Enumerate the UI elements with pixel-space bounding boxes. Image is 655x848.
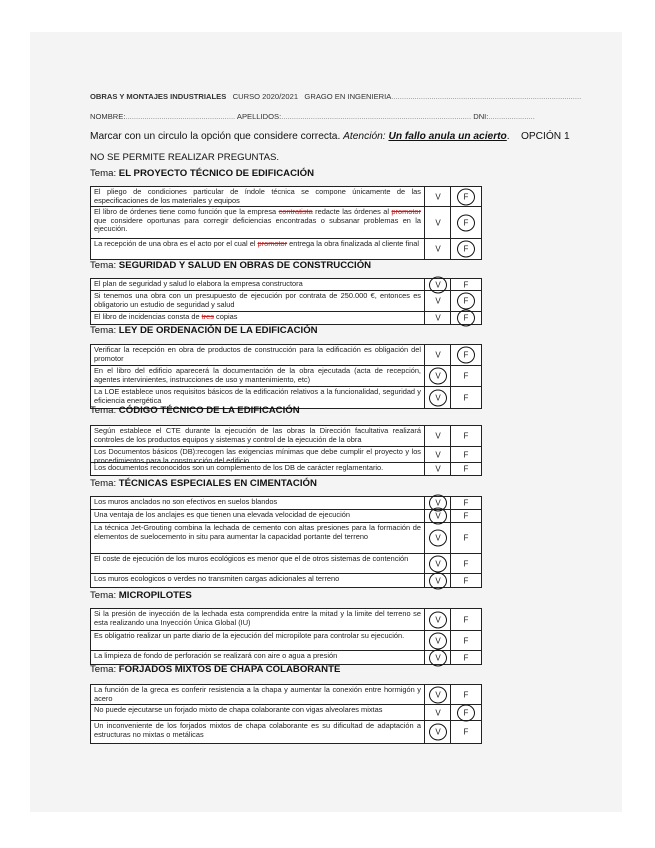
question-text-part: En el libro del edificio aparecerá la documentación de la obra ejecutada (acta de recepción, agentes intervinientes, instrucciones de uso y mantenimiento, etc) — [94, 367, 421, 384]
question-text — [94, 208, 421, 234]
section-title — [90, 405, 300, 416]
answer-circle-mark — [429, 555, 447, 572]
struck-word: promotor — [257, 240, 288, 248]
answer-circle-mark — [457, 241, 475, 258]
answer-circle-mark — [457, 704, 475, 721]
option-f-cell[interactable] — [450, 447, 481, 462]
section-title — [90, 168, 314, 179]
question-table — [90, 684, 482, 744]
option-f-label: F — [463, 393, 469, 402]
degree-name: GRAGO EN INGENIERIA — [304, 92, 392, 101]
question-row — [91, 207, 481, 239]
option-f-label: F — [463, 296, 469, 306]
question-text-part: Una ventaja de los anclajes es que tienen una elevada velocidad de ejecución — [94, 511, 350, 519]
option-v-cell[interactable] — [424, 523, 451, 553]
option-f-cell[interactable] — [450, 463, 481, 475]
option-v-label: V — [435, 511, 441, 521]
dni-label: DNI: — [473, 112, 489, 121]
question-row — [91, 721, 481, 743]
option-f-label: F — [463, 280, 469, 289]
question-text-part: Un inconveniente de los forjados mixtos de chapa colaborante es su dificultad de adaptación a estructuras no mixtas o metálicas — [94, 722, 421, 739]
option-f-cell[interactable] — [450, 705, 481, 720]
course-year: CURSO 2020/2021 — [232, 92, 299, 101]
tema-prefix: Tema: — [90, 478, 119, 489]
option-f-cell[interactable] — [450, 291, 481, 311]
question-table — [90, 344, 482, 409]
tema-prefix: Tema: — [90, 590, 119, 601]
option-f-cell[interactable] — [450, 554, 481, 573]
question-text-part: que considere oportunas para corregir deficiencias encontradas o subsanar problemas en la ejecución. — [94, 215, 421, 234]
question-text — [94, 722, 421, 739]
question-text — [94, 388, 421, 405]
instruction-warning: Un fallo anula un acierto — [388, 131, 507, 142]
question-row — [91, 497, 481, 510]
question-text-part: copias — [213, 313, 238, 321]
option-f-label: F — [463, 615, 469, 624]
option-f-label: F — [463, 653, 469, 662]
option-f-cell[interactable] — [450, 279, 481, 290]
option-v-cell[interactable] — [424, 207, 451, 238]
question-text-part: El plan de seguridad y salud lo elabora la empresa constructora — [94, 280, 303, 288]
option-v-label: V — [435, 393, 441, 402]
section-title-text: SEGURIDAD Y SALUD EN OBRAS DE CONSTRUCCIÓN — [118, 260, 372, 271]
question-row — [91, 554, 481, 574]
section-title-text: TÉCNICAS ESPECIALES EN CIMENTACIÓN — [118, 478, 317, 489]
option-v-label: V — [435, 576, 441, 585]
tema-prefix: Tema: — [90, 405, 119, 416]
option-v-cell[interactable] — [424, 366, 451, 386]
question-text — [94, 292, 421, 309]
option-v-label: V — [435, 218, 441, 227]
question-text — [94, 498, 421, 507]
option-f-label: F — [463, 727, 469, 737]
answer-circle-mark — [457, 293, 475, 310]
answer-circle-mark — [457, 188, 475, 205]
option-v-cell[interactable] — [424, 463, 451, 475]
answer-circle-mark — [429, 530, 447, 547]
question-text-part: Según establece el CTE durante la ejecución de las obras la Dirección facultativa realizará controles de los productos equipos y sistemas y control de la ejecución de la obra — [94, 427, 421, 444]
option-v-cell[interactable] — [424, 721, 451, 743]
option-v-cell[interactable] — [424, 187, 451, 206]
option-f-cell[interactable] — [450, 345, 481, 365]
answer-circle-mark — [457, 347, 475, 364]
question-row — [91, 510, 481, 523]
answer-circle-mark — [429, 649, 447, 666]
header-line-2: NOMBRE:.................................................... APELLIDOS:.......................................................................................... DNI:...................... — [90, 112, 535, 121]
question-text — [94, 280, 421, 289]
question-text — [94, 610, 421, 627]
option-f-label: F — [463, 431, 469, 441]
option-f-cell[interactable] — [450, 366, 481, 386]
option-f-cell[interactable] — [450, 312, 481, 324]
question-text-part: La LOE establece unos requisitos básicos de la edificación relativos a la funcionalidad, seguridad y eficiencia energética — [94, 388, 421, 405]
option-f-label: F — [463, 350, 469, 360]
question-text-part: Es obligatrio realizar un parte diario de la ejecución del micropilote para controlar su ejecución. — [94, 632, 405, 640]
option-v-label: V — [435, 371, 441, 381]
struck-word: contratista — [278, 208, 313, 216]
option-v-cell[interactable] — [424, 705, 451, 720]
option-v-cell[interactable] — [424, 554, 451, 573]
question-row — [91, 279, 481, 291]
question-text — [94, 555, 421, 564]
question-text-part: Los Documentos básicos (DB):recogen las exigencias mínimas que debe cumplir el proyecto y los procedimientos para la construcción del edificio — [94, 448, 421, 465]
question-text — [94, 427, 421, 444]
option-f-cell[interactable] — [450, 609, 481, 630]
exam-option: OPCIÓN 1 — [520, 131, 570, 142]
option-f-label: F — [463, 192, 469, 201]
question-row — [91, 609, 481, 631]
tema-prefix: Tema: — [90, 260, 119, 271]
option-v-label: V — [435, 708, 441, 717]
option-v-cell[interactable] — [424, 426, 451, 446]
option-f-cell[interactable] — [450, 207, 481, 238]
tema-prefix: Tema: — [90, 168, 119, 179]
option-f-label: F — [463, 559, 469, 568]
option-v-cell[interactable] — [424, 387, 451, 408]
question-text — [94, 524, 421, 541]
option-v-label: V — [435, 690, 441, 699]
option-v-label: V — [435, 464, 441, 474]
question-text-part: Los muros anclados no son efectivos en suelos blandos — [94, 498, 278, 506]
option-f-cell[interactable] — [450, 510, 481, 522]
question-row — [91, 187, 481, 207]
question-text-part: Los documentos reconocidos son un complemento de los DB de carácter reglamentario. — [94, 464, 384, 472]
option-v-label: V — [435, 280, 441, 289]
question-row — [91, 651, 481, 664]
option-f-cell[interactable] — [450, 685, 481, 704]
question-table — [90, 496, 482, 588]
question-text-part: La técnica Jet-Grouting combina la lechada de cemento con altas presiones para la formación de elementos de suelocemento in situ para aumentar la capacidad portante del terreno — [94, 524, 421, 541]
header-line-1: OBRAS Y MONTAJES INDUSTRIALES CURSO 2020/2021 GRAGO EN INGENIERIA.......................................................................................... — [90, 92, 582, 101]
answer-circle-mark — [429, 368, 447, 385]
section-title — [90, 478, 317, 489]
question-row — [91, 685, 481, 705]
question-table — [90, 608, 482, 665]
option-f-cell[interactable] — [450, 651, 481, 664]
question-text — [94, 188, 421, 205]
option-f-label: F — [463, 636, 469, 645]
option-v-cell[interactable] — [424, 574, 451, 587]
section-title — [90, 664, 340, 675]
question-text — [94, 575, 421, 584]
no-questions-notice: NO SE PERMITE REALIZAR PREGUNTAS. — [90, 152, 280, 163]
answer-circle-mark — [429, 389, 447, 406]
answer-circle-mark — [429, 724, 447, 741]
option-v-label: V — [435, 559, 441, 568]
option-v-label: V — [435, 636, 441, 645]
struck-word: tres — [201, 313, 214, 321]
question-text-part: El coste de ejecución de los muros ecológicos es menor que el de otros sistemas de contención — [94, 555, 409, 563]
answer-circle-mark — [429, 572, 447, 589]
question-text-part: Si la presión de inyección de la lechada esta comprendida entre la mitad y la limite del terreno se esta realizando una Inyección Única Global (IU) — [94, 610, 421, 627]
option-v-cell[interactable] — [424, 345, 451, 365]
section-title-text: FORJADOS MIXTOS DE CHAPA COLABORANTE — [118, 664, 341, 675]
option-v-cell[interactable] — [424, 631, 451, 650]
question-row — [91, 463, 481, 475]
option-f-label: F — [463, 218, 469, 227]
option-v-label: V — [435, 727, 441, 737]
option-f-label: F — [463, 244, 469, 254]
answer-circle-mark — [429, 611, 447, 628]
tema-prefix: Tema: — [90, 325, 119, 336]
option-f-label: F — [463, 708, 469, 717]
instructions — [90, 131, 570, 142]
instruction-main: Marcar con un circulo la opción que considere correcta. — [90, 131, 341, 142]
question-text — [94, 632, 421, 641]
question-row — [91, 447, 481, 463]
answer-circle-mark — [429, 508, 447, 525]
option-f-label: F — [463, 450, 469, 459]
section-title-text: CÓDIGO TÉCNICO DE LA EDIFICACIÓN — [118, 405, 300, 416]
question-row — [91, 523, 481, 554]
question-row — [91, 705, 481, 721]
question-table — [90, 425, 482, 476]
option-v-cell[interactable] — [424, 510, 451, 522]
option-f-label: F — [463, 313, 469, 323]
question-text-part: No puede ejecutarse un forjado mixto de chapa colaborante con vigas alveolares mixtas — [94, 706, 383, 714]
option-f-cell[interactable] — [450, 239, 481, 259]
question-text-part: La limpieza de fondo de perforación se realizará con aire o agua a presión — [94, 652, 338, 660]
question-text — [94, 464, 421, 473]
option-v-cell[interactable] — [424, 279, 451, 290]
option-v-label: V — [435, 350, 441, 360]
option-f-cell[interactable] — [450, 574, 481, 587]
question-text-part: redacte las órdenes al — [312, 208, 392, 216]
option-v-label: V — [435, 296, 441, 306]
question-table — [90, 278, 482, 325]
option-v-label: V — [435, 313, 441, 323]
question-row — [91, 291, 481, 312]
option-v-label: V — [435, 450, 441, 459]
question-table — [90, 186, 482, 260]
option-f-label: F — [463, 533, 469, 543]
option-v-label: V — [435, 653, 441, 662]
option-v-cell[interactable] — [424, 447, 451, 462]
section-title-text: EL PROYECTO TÉCNICO DE EDIFICACIÓN — [118, 168, 315, 179]
question-text — [94, 346, 421, 363]
question-row — [91, 631, 481, 651]
question-row — [91, 366, 481, 387]
option-v-cell[interactable] — [424, 291, 451, 311]
question-text-part: Los muros ecologicos o verdes no transmiten cargas adicionales al terreno — [94, 575, 340, 583]
question-text-part: La función de la greca es conferir resistencia a la chapa y aumentar la conexión entre hormigón y acero — [94, 686, 421, 703]
option-v-cell[interactable] — [424, 239, 451, 259]
question-text-part: Verificar la recepción en obra de productos de construcción para la edificación es obligación del promotor — [94, 346, 421, 363]
option-v-label: V — [435, 615, 441, 624]
question-text — [94, 706, 421, 715]
question-text — [94, 686, 421, 703]
section-title-text: LEY DE ORDENACIÓN DE LA EDIFICACIÓN — [118, 325, 318, 336]
question-text — [94, 652, 421, 661]
question-row — [91, 312, 481, 324]
option-v-label: V — [435, 498, 441, 508]
struck-word: promotor — [391, 208, 421, 216]
option-f-cell[interactable] — [450, 721, 481, 743]
section-title — [90, 260, 371, 271]
option-f-label: F — [463, 511, 469, 521]
option-f-cell[interactable] — [450, 187, 481, 206]
question-text — [94, 240, 421, 249]
option-f-label: F — [463, 464, 469, 474]
section-title — [90, 325, 318, 336]
option-f-label: F — [463, 576, 469, 585]
option-f-label: F — [463, 371, 469, 381]
tema-prefix: Tema: — [90, 664, 119, 675]
question-row — [91, 239, 481, 259]
answer-circle-mark — [429, 632, 447, 649]
option-v-cell[interactable] — [424, 651, 451, 664]
question-text-part: El libro de incidencias consta de — [94, 313, 202, 321]
option-f-cell[interactable] — [450, 631, 481, 650]
instruction-period: . — [506, 131, 510, 142]
question-row — [91, 574, 481, 587]
option-f-cell[interactable] — [450, 523, 481, 553]
question-text — [94, 511, 421, 520]
option-f-cell[interactable] — [450, 387, 481, 408]
answer-circle-mark — [457, 310, 475, 327]
option-f-cell[interactable] — [450, 497, 481, 509]
answer-circle-mark — [429, 686, 447, 703]
section-title-text: MICROPILOTES — [118, 590, 192, 601]
question-text — [94, 367, 421, 384]
question-text-part: entrega la obra finalizada al cliente final — [287, 240, 419, 248]
nombre-label: NOMBRE: — [90, 112, 126, 121]
question-text-part: El libro de órdenes tiene como función que la empresa — [94, 208, 279, 216]
question-text — [94, 313, 421, 322]
question-text-part: La recepción de una obra es el acto por el cual el — [94, 240, 258, 248]
option-v-cell[interactable] — [424, 609, 451, 630]
option-f-label: F — [463, 498, 469, 508]
question-row — [91, 345, 481, 366]
option-v-cell[interactable] — [424, 685, 451, 704]
course-title: OBRAS Y MONTAJES INDUSTRIALES — [90, 92, 227, 101]
question-text-part: El pliego de condiciones particular de índole técnica se compone únicamente de las especificaciones de los materiales y equipos — [94, 188, 421, 205]
section-title — [90, 590, 192, 601]
option-v-label: V — [435, 192, 441, 201]
question-text-part: Si tenemos una obra con un presupuesto de ejecución por contrata de 250.000 €, entonces es obligatorio un estudio de seguridad y salud — [94, 292, 421, 309]
answer-circle-mark — [457, 214, 475, 231]
question-row — [91, 426, 481, 447]
option-f-cell[interactable] — [450, 426, 481, 446]
option-v-label: V — [435, 244, 441, 254]
option-v-label: V — [435, 533, 441, 543]
instruction-attention: Atención: — [343, 131, 386, 142]
option-v-label: V — [435, 431, 441, 441]
apellidos-label: APELLIDOS: — [236, 112, 282, 121]
option-v-cell[interactable] — [424, 312, 451, 324]
option-f-label: F — [463, 690, 469, 699]
